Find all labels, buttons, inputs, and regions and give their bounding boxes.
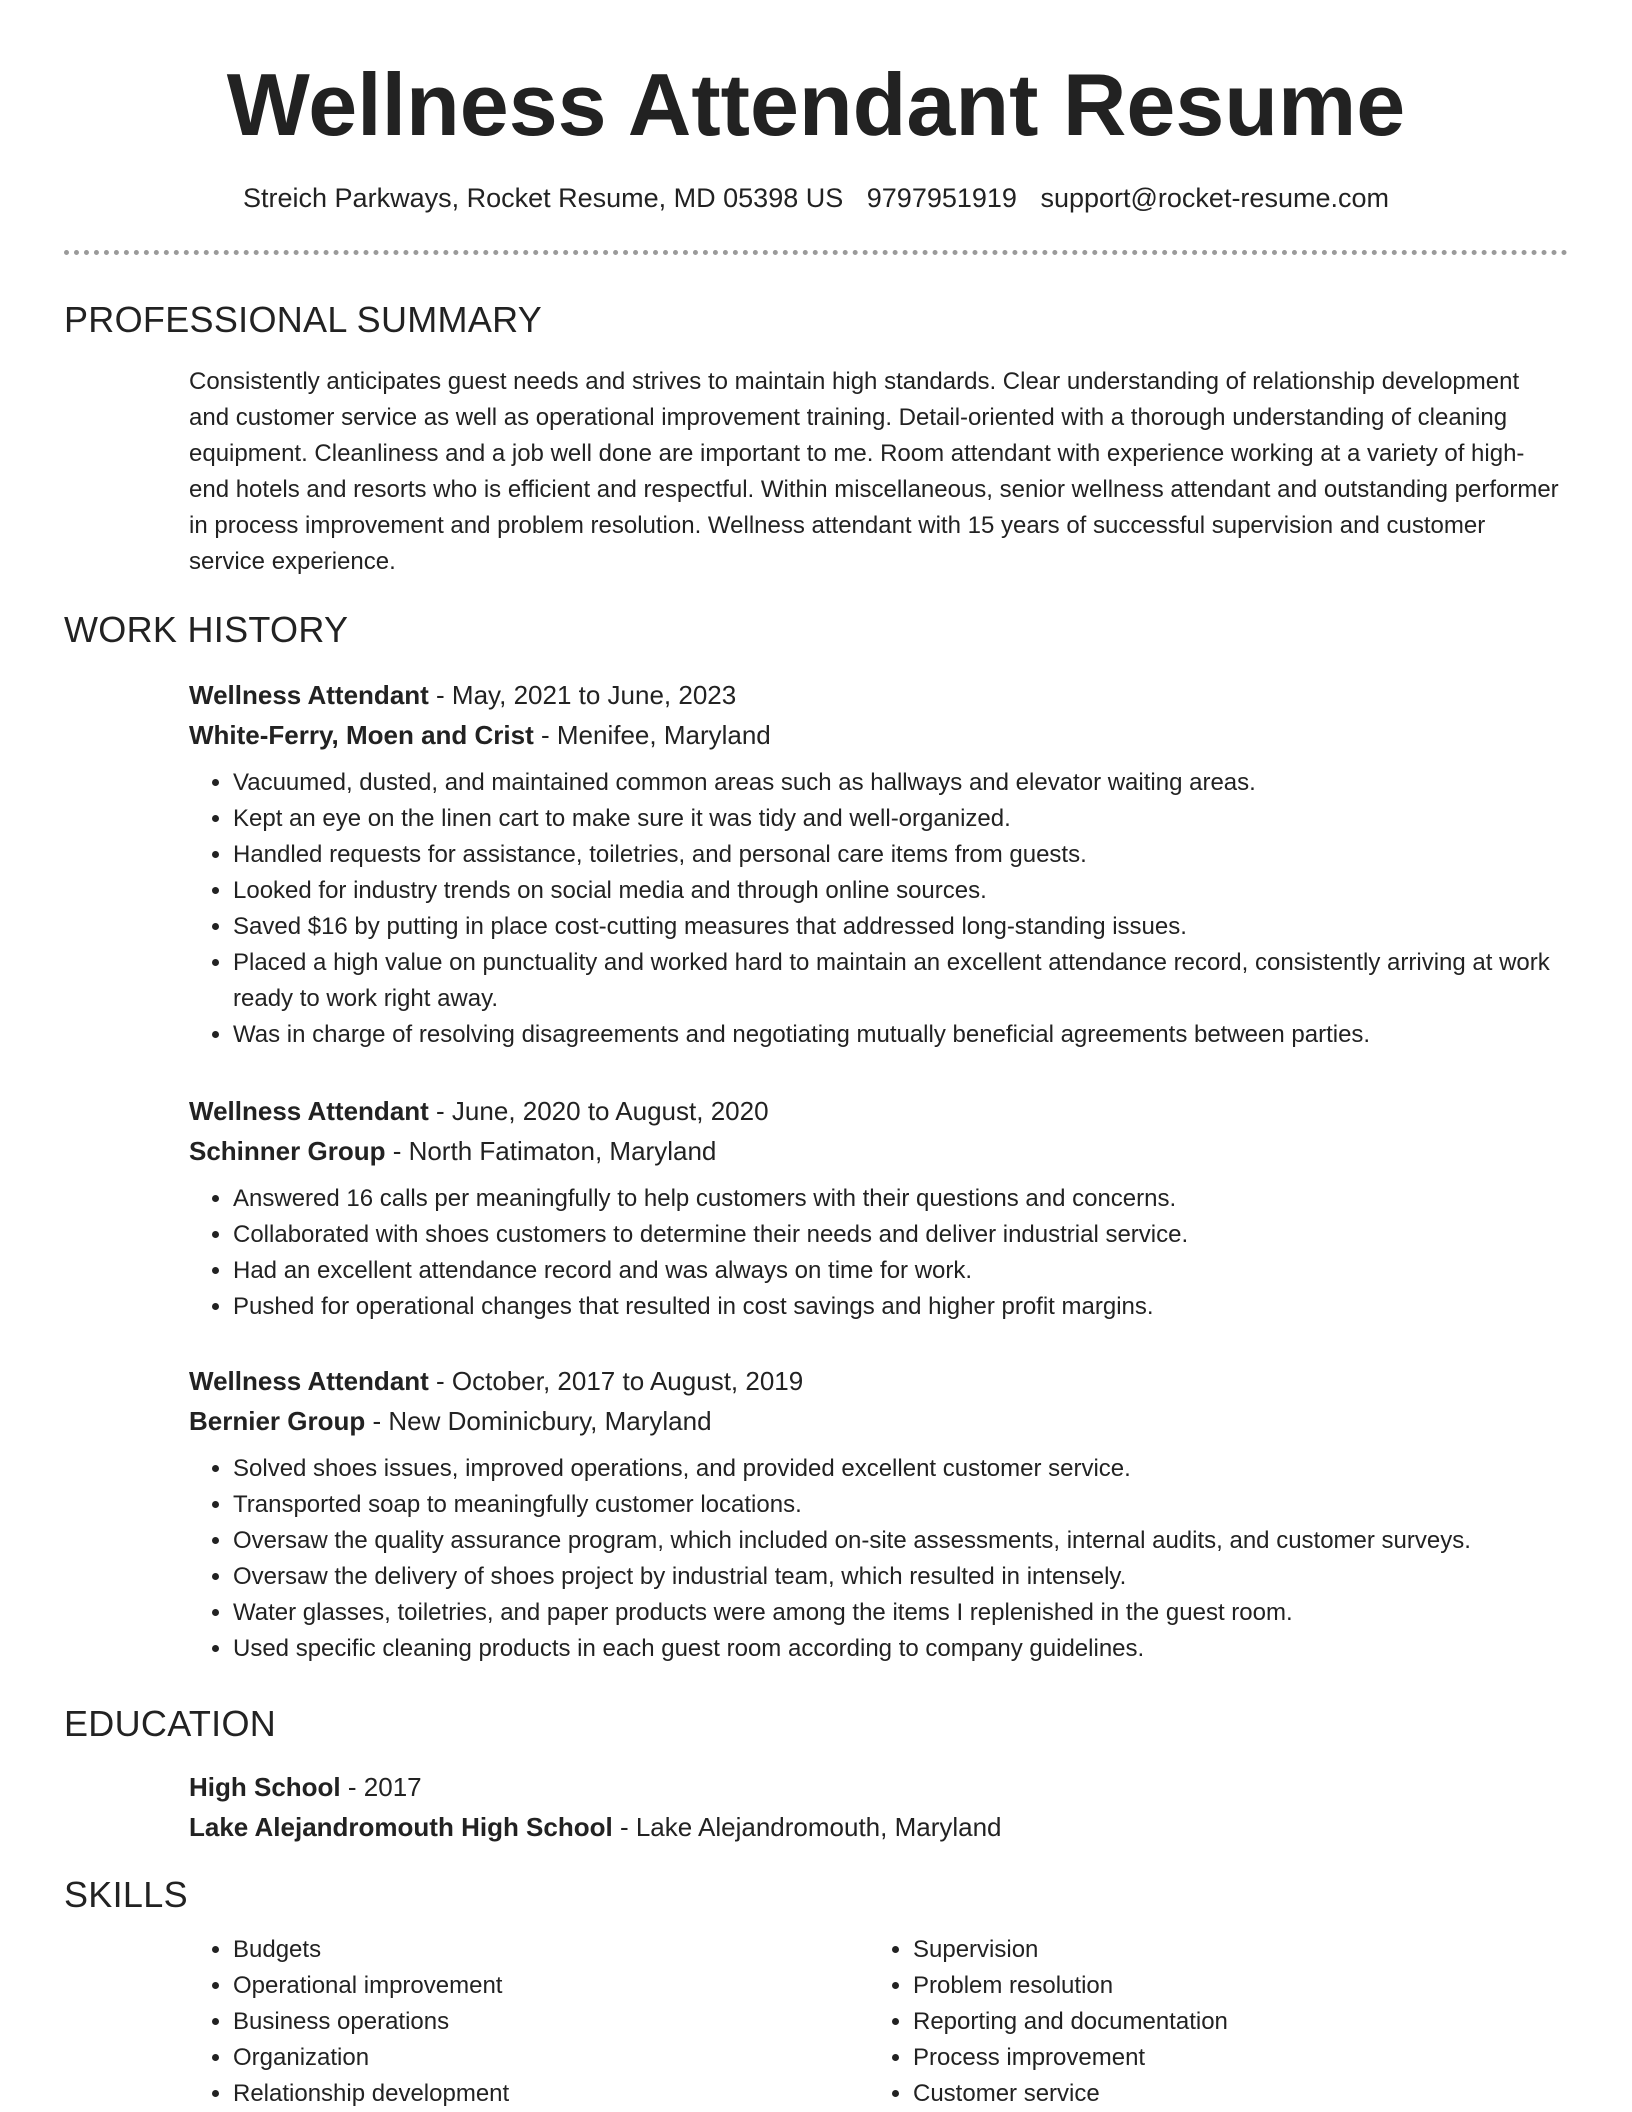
job-bullet-list [189,1181,1564,1325]
job-entry [189,1091,1564,1325]
list-item: • Had an excellent attendance record and was always on time for work. [233,1253,1564,1289]
list-item: • Kept an eye on the linen cart to make sure it was tidy and well-organized. [233,801,1564,837]
list-item: • Used specific cleaning products in each guest room according to company guidelines. [233,1631,1564,1667]
summary-block [189,364,1564,580]
education-year: - 2017 [340,1772,422,1802]
skill-item: • Budgets [233,1932,869,1968]
job-entry [189,1361,1564,1667]
job-title: Wellness Attendant [189,1366,429,1396]
skill-item: • Operational improvement [233,1968,869,2004]
skill-item: • Business operations [233,2004,869,2040]
job-entry [189,675,1564,1053]
list-item: • Answered 16 calls per meaningfully to help customers with their questions and concerns. [233,1181,1564,1217]
education-school-line [189,1807,1564,1847]
job-title-line [189,1091,1564,1131]
list-item: • Handled requests for assistance, toiletries, and personal care items from guests. [233,837,1564,873]
summary-text: Consistently anticipates guest needs and strives to maintain high standards. Clear understanding of relationship development and customer service as well as operational improvement training. Detail-oriented with a thorough understanding of cleaning equipment. Cleanliness and a job well done are important to me. Room attendant with experience working at a variety of high-end hotels and resorts who is efficient and respectful. Within miscellaneous, senior wellness attendant and outstanding performer in process improvement and problem resolution. Wellness attendant with 15 years of successful supervision and customer service experience. [189,368,1559,575]
list-item: • Oversaw the quality assurance program, which included on-site assessments, internal audits, and customer surveys. [233,1523,1564,1559]
job-dates: - October, 2017 to August, 2019 [428,1366,804,1396]
skill-item: • Problem resolution [913,1968,1549,2004]
job-bullet-list [189,1451,1564,1667]
list-item: • Transported soap to meaningfully customer locations. [233,1487,1564,1523]
education-location: - Lake Alejandromouth, Maryland [612,1812,1002,1842]
contact-email: support@rocket-resume.com [1040,183,1389,213]
list-item: • Pushed for operational changes that resulted in cost savings and higher profit margins. [233,1289,1564,1325]
job-title-line [189,675,1564,715]
list-item: • Placed a high value on punctuality and worked hard to maintain an excellent attendance record, consistently arriving at work ready to work right away. [233,945,1564,1017]
job-company-line [189,1131,1564,1171]
contact-phone: 9797951919 [866,183,1017,213]
resume-title: Wellness Attendant Resume [226,55,1406,154]
education-entry [189,1767,1564,1847]
education-school: Lake Alejandromouth High School [189,1812,613,1842]
job-dates: - May, 2021 to June, 2023 [428,680,737,710]
skills-column-left [189,1932,869,2112]
job-location: - North Fatimaton, Maryland [385,1136,717,1166]
header-divider [64,250,1568,255]
contact-address: Streich Parkways, Rocket Resume, MD 05398 US [243,183,844,213]
job-title: Wellness Attendant [189,680,429,710]
list-item: • Saved $16 by putting in place cost-cutting measures that addressed long-standing issues. [233,909,1564,945]
education-degree-line [189,1767,1564,1807]
list-item: • Solved shoes issues, improved operations, and provided excellent customer service. [233,1451,1564,1487]
job-company: Bernier Group [189,1406,366,1436]
list-item: • Vacuumed, dusted, and maintained common areas such as hallways and elevator waiting areas. [233,765,1564,801]
contact-line [0,180,1632,216]
job-bullet-list [189,765,1564,1053]
skill-item: • Process improvement [913,2040,1549,2076]
job-company-line [189,1401,1564,1441]
job-dates: - June, 2020 to August, 2020 [428,1096,769,1126]
job-company: White-Ferry, Moen and Crist [189,720,534,750]
section-title-work-history: WORK HISTORY [64,609,349,650]
list-item: • Water glasses, toiletries, and paper products were among the items I replenished in the guest room. [233,1595,1564,1631]
list-item: • Was in charge of resolving disagreements and negotiating mutually beneficial agreements between parties. [233,1017,1564,1053]
skills-column-right [869,1932,1549,2112]
skill-item: • Customer service [913,2076,1549,2112]
job-title-line [189,1361,1564,1401]
list-item: • Looked for industry trends on social media and through online sources. [233,873,1564,909]
skills-list [189,1932,1564,2112]
skill-item: • Reporting and documentation [913,2004,1549,2040]
skill-item: • Organization [233,2040,869,2076]
skill-item: • Supervision [913,1932,1549,1968]
job-title: Wellness Attendant [189,1096,429,1126]
list-item: • Collaborated with shoes customers to determine their needs and deliver industrial service. [233,1217,1564,1253]
section-title-summary: PROFESSIONAL SUMMARY [64,299,543,340]
education-degree: High School [189,1772,341,1802]
job-location: - New Dominicbury, Maryland [365,1406,712,1436]
job-company-line [189,715,1564,755]
job-location: - Menifee, Maryland [533,720,771,750]
skill-item: • Relationship development [233,2076,869,2112]
list-item: • Oversaw the delivery of shoes project by industrial team, which resulted in intensely. [233,1559,1564,1595]
section-title-skills: SKILLS [64,1874,188,1915]
section-title-education: EDUCATION [64,1703,277,1744]
job-company: Schinner Group [189,1136,386,1166]
